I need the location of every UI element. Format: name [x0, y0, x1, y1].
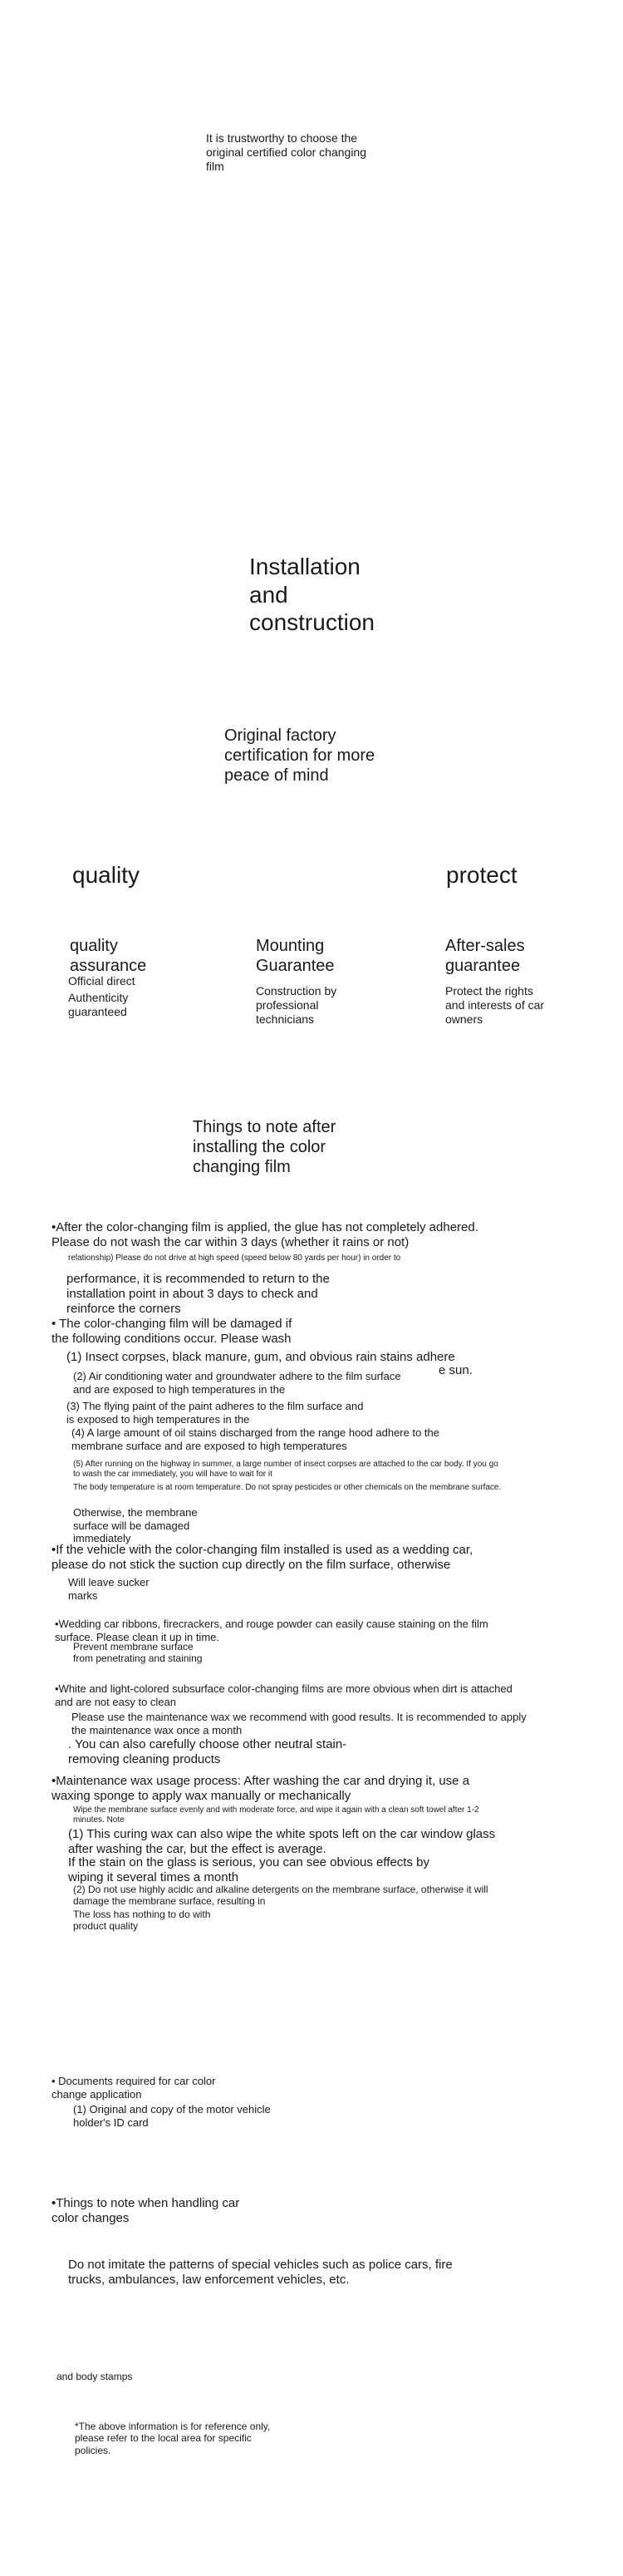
pillar-text: Construction by professional technicians [256, 984, 337, 1026]
note-fragment: e sun. [439, 1363, 473, 1377]
install-subtitle: Original factory certification for more peace of mind [224, 727, 375, 785]
note-paragraph: If the stain on the glass is serious, you can see obvious effects by wiping it several times a month [68, 1855, 429, 1884]
notes-title: Things to note after installing the color changing film [193, 1118, 336, 1176]
note-paragraph: •If the vehicle with the color-changing film installed is used as a wedding car, please do not stick the suction cup directly on the film surface, otherwise [52, 1543, 473, 1572]
protect-heading: protect [446, 862, 518, 888]
pillar-text: Authenticity guaranteed [68, 991, 129, 1018]
note-paragraph: (1) This curing wax can also wipe the white spots left on the car window glass after washing the car, but the effect is average. [68, 1827, 496, 1856]
note-paragraph: performance, it is recommended to return to the installation point in about 3 days to check and reinforce the corners [66, 1272, 330, 1316]
note-condition: Otherwise, the membrane surface will be damaged immediately [73, 1506, 198, 1545]
pillar-text: Protect the rights and interests of car owners [445, 984, 545, 1026]
note-paragraph: Will leave sucker marks [68, 1576, 150, 1602]
documents-item: (1) Original and copy of the motor vehicle holder's ID card [73, 2103, 271, 2129]
handling-item: Do not imitate the patterns of special vehicles such as police cars, fire trucks, ambulances, law enforcement vehicles, etc. [68, 2258, 453, 2287]
pillar-text: Official direct [68, 974, 135, 988]
disclaimer: *The above information is for reference only, please refer to the local area for specific policies. [75, 2421, 271, 2456]
note-paragraph: . You can also carefully choose other neutral stain-removing cleaning products [68, 1737, 347, 1766]
note-paragraph: •Maintenance wax usage process: After washing the car and drying it, use a waxing sponge to apply wax manually or mechanically [52, 1774, 470, 1803]
note-paragraph: The loss has nothing to do with product quality [73, 1909, 211, 1933]
note-condition: (1) Insect corpses, black manure, gum, and obvious rain stains adhere [66, 1350, 455, 1364]
note-paragraph: • The color-changing film will be damaged if the following conditions occur. Please wash [52, 1317, 292, 1346]
note-condition: (5) After running on the highway in summer, a large number of insect corpses are attached to the car body. If you go to wash the car immediately, you will have to wait for it [73, 1460, 498, 1479]
hero-title: It is trustworthy to choose the original certified color changing film [206, 131, 366, 173]
note-paragraph: Prevent membrane surface from penetrating and staining [73, 1641, 203, 1665]
pillar-title: quality assurance [70, 937, 147, 974]
handling-title: •Things to note when handling car color changes [52, 2196, 240, 2225]
note-paragraph: •After the color-changing film is applied, the glue has not completely adhered. Please do not wash the car within 3 days (whether it rains or not) [52, 1220, 478, 1249]
note-condition: The body temperature is at room temperature. Do not spray pesticides or other chemicals on the membrane surface. [73, 1483, 502, 1492]
note-paragraph: Wipe the membrane surface evenly and with moderate force, and wipe it again with a clean soft towel after 1-2 minutes. Note [73, 1805, 479, 1825]
note-condition: (2) Air conditioning water and groundwater adhere to the film surface and are exposed to high temperatures in the [73, 1370, 401, 1396]
note-paragraph: Please use the maintenance wax we recommend with good results. It is recommended to apply the maintenance wax once a month [71, 1711, 527, 1736]
install-title: Installation and construction [249, 554, 375, 636]
note-condition: (3) The flying paint of the paint adheres to the film surface and is exposed to high temperatures in the [66, 1400, 364, 1426]
note-paragraph: (2) Do not use highly acidic and alkaline detergents on the membrane surface, otherwise it will damage the membrane surface, resulting in [73, 1884, 488, 1908]
note-paragraph: •Wedding car ribbons, firecrackers, and rouge powder can easily cause staining on the film surface. Please clean it up in time. [55, 1618, 488, 1643]
quality-heading: quality [72, 862, 140, 888]
note-condition: (4) A large amount of oil stains discharged from the range hood adhere to the membrane surface and are exposed to high temperatures [71, 1426, 439, 1452]
documents-title: • Documents required for car color change application [52, 2075, 216, 2101]
pillar-title: Mounting Guarantee [256, 937, 335, 974]
note-paragraph: relationship) Please do not drive at high speed (speed below 80 yards per hour) in order to [68, 1254, 401, 1263]
note-paragraph: •White and light-colored subsurface color-changing films are more obvious when dirt is attached and are not easy to clean [55, 1682, 513, 1708]
pillar-title: After-sales guarantee [445, 937, 525, 974]
handling-item: and body stamps [56, 2371, 133, 2382]
